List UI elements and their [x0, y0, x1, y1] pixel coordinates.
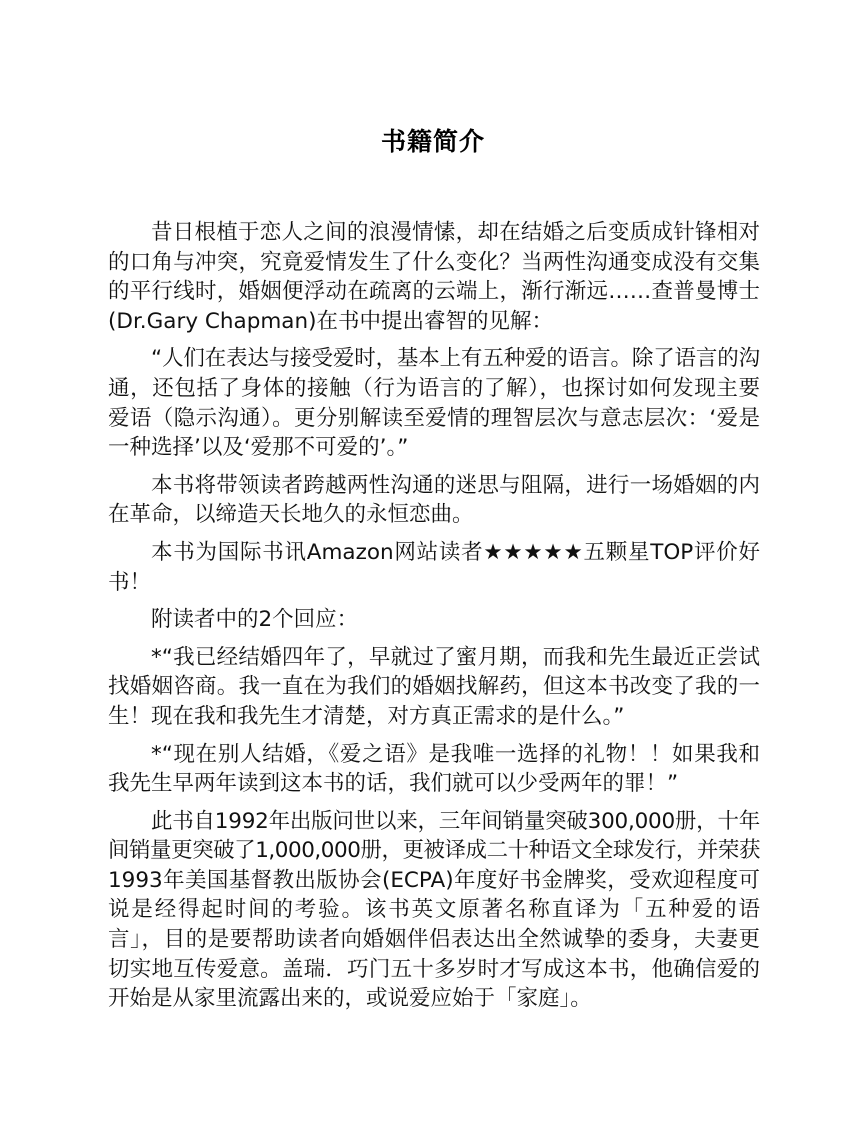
paragraph-quote	[108, 344, 760, 462]
text-line: 的平行线时，婚姻便浮动在疏离的云端上，渐行渐远……查普曼博士	[108, 279, 760, 305]
text-line: 我先生早两年读到这本书的话，我们就可以少受两年的罪！”	[108, 771, 679, 797]
text-line: 本书为国际书讯Amazon网站读者★★★★★五颗星TOP评价好	[151, 539, 760, 565]
text-line: 生！现在我和我先生才清楚，对方真正需求的是什么。”	[108, 703, 625, 729]
text-line: 说是经得起时间的考验。该书英文原著名称直译为「五种爱的语	[108, 897, 760, 923]
paragraph-response-1	[108, 643, 760, 732]
text-line: 间销量更突破了1,000,000册，更被译成二十种语文全球发行，并荣获	[108, 838, 760, 864]
text-line: 此书自1992年出版问世以来，三年间销量突破300,000册，十年	[151, 808, 760, 834]
text-line: 1993年美国基督教出版协会(ECPA)年度好书金牌奖，受欢迎程度可	[108, 867, 760, 893]
document-body	[108, 218, 760, 1022]
text-line: “人们在表达与接受爱时，基本上有五种爱的语言。除了语言的沟	[151, 346, 760, 372]
text-line: 一种选择’以及‘爱那不可爱的’。”	[108, 435, 409, 461]
text-line: 通，还包括了身体的接触（行为语言的了解），也探讨如何发现主要	[108, 375, 760, 401]
text-line: 找婚姻咨商。我一直在为我们的婚姻找解药，但这本书改变了我的一	[108, 674, 760, 700]
text-line: 切实地互传爱意。盖瑞．巧门五十多岁时才写成这本书，他确信爱的	[108, 956, 760, 982]
text-line: (Dr.Gary Chapman)在书中提出睿智的见解：	[108, 308, 553, 334]
text-line: 在革命，以缔造天长地久的永恒恋曲。	[108, 502, 474, 528]
paragraph-purpose	[108, 471, 760, 530]
text-line: 书！	[108, 569, 152, 595]
text-line: 附读者中的2个回应：	[151, 607, 359, 633]
text-line: *“我已经结婚四年了，早就过了蜜月期，而我和先生最近正尝试	[151, 644, 760, 670]
text-line: 昔日根植于恋人之间的浪漫情愫，却在结婚之后变质成针锋相对	[151, 220, 760, 245]
text-line: 的口角与冲突，究竟爱情发生了什么变化？当两性沟通变成没有交集	[108, 249, 760, 275]
paragraph-responses-heading	[108, 605, 760, 635]
paragraph-response-2	[108, 740, 760, 799]
text-line: 爱语（隐示沟通）。更分别解读至爱情的理智层次与意志层次：‘爱是	[108, 405, 760, 431]
page-title: 书籍简介	[380, 127, 485, 156]
text-line: 本书将带领读者跨越两性沟通的迷思与阻隔，进行一场婚姻的内	[151, 472, 760, 498]
text-line: 言」，目的是要帮助读者向婚姻伴侣表达出全然诚挚的委身，夫妻更	[108, 927, 760, 953]
paragraph-intro	[108, 218, 760, 336]
text-line: *“现在别人结婚，《爱之语》是我唯一选择的礼物！！如果我和	[151, 741, 760, 767]
text-line: 开始是从家里流露出来的，或说爱应始于「家庭」。	[108, 986, 592, 1012]
paragraph-rating	[108, 538, 760, 597]
paragraph-history	[108, 807, 760, 1014]
